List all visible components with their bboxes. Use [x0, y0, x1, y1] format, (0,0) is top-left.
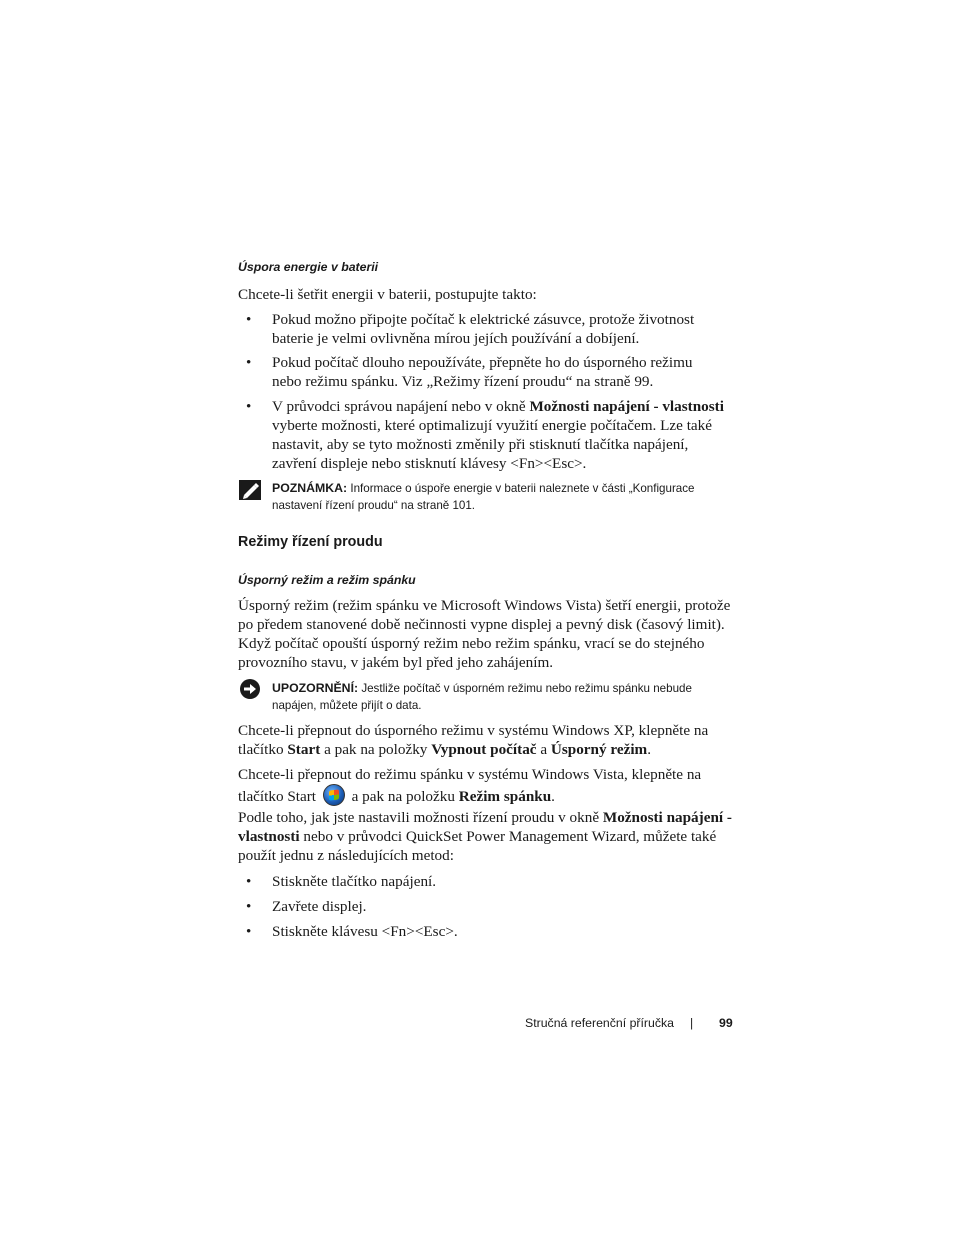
note-label: POZNÁMKA:	[272, 481, 348, 495]
battery-intro-paragraph: Chcete-li šetřit energii v baterii, postupujte takto:	[238, 286, 537, 303]
note-pencil-icon	[239, 480, 261, 500]
windows-vista-paragraph	[238, 765, 738, 806]
paragraph-line	[238, 784, 738, 806]
note-line	[272, 480, 742, 497]
list-item-line: zavření displeje nebo stisknutí klávesy <Fn><Esc>.	[272, 455, 587, 472]
power-options-ref: Možnosti napájení -	[602, 809, 732, 826]
standby-ref: Úsporný režim	[550, 741, 648, 758]
note-block	[272, 480, 742, 514]
paragraph-text: a pak na položky	[320, 741, 432, 758]
power-modes-heading: Režimy řízení proudu	[238, 534, 383, 550]
caution-text: Jestliže počítač v úsporném režimu nebo režimu spánku nebude	[358, 682, 692, 695]
paragraph-line	[238, 808, 738, 827]
sleep-ref: Režim spánku	[458, 788, 552, 805]
paragraph-text: Podle toho, jak jste nastavili možnosti řízení proudu v okně	[238, 809, 603, 826]
caution-block	[272, 680, 742, 714]
paragraph-text: .	[647, 741, 652, 758]
power-options-ref: Možnosti napájení - vlastnosti	[529, 398, 724, 415]
windows-start-icon	[323, 784, 345, 806]
bullet-dot: •	[246, 354, 252, 371]
standby-sleep-subheading: Úsporný režim a režim spánku	[238, 573, 416, 587]
list-item-line: vyberte možnosti, které optimalizují využití energie počítačem. Lze také	[272, 417, 712, 434]
caution-label: UPOZORNĚNÍ:	[272, 681, 359, 695]
list-item-line: Pokud počítač dlouho nepoužíváte, přepněte ho do úsporného režimu	[272, 354, 693, 371]
paragraph-text: a pak na položku	[347, 788, 459, 805]
paragraph-text: a	[536, 741, 551, 758]
list-item: Stiskněte tlačítko napájení.	[272, 873, 437, 890]
page-number: 99	[719, 1016, 733, 1030]
list-item-line: nastavit, aby se tyto možnosti změnily při stisknutí tlačítka napájení,	[272, 436, 689, 453]
footer-title: Stručná referenční příručka	[525, 1016, 674, 1030]
standby-description-paragraph	[238, 596, 738, 672]
paragraph-line: provozního stavu, v jakém byl před jeho zahájením.	[238, 654, 554, 671]
list-item-line	[272, 397, 742, 416]
start-ref: Start	[287, 741, 321, 758]
list-item: Stiskněte klávesu <Fn><Esc>.	[272, 923, 458, 940]
bullet-dot: •	[246, 311, 252, 328]
list-item-line: Pokud možno připojte počítač k elektrické zásuvce, protože životnost	[272, 311, 695, 328]
bullet-dot: •	[246, 873, 252, 890]
bullet-dot: •	[246, 923, 252, 940]
list-item-line: baterie je velmi ovlivněna mírou jejích používání a dobíjení.	[272, 330, 640, 347]
battery-saving-heading: Úspora energie v baterii	[238, 260, 379, 274]
power-options-paragraph	[238, 808, 738, 865]
paragraph-line: Chcete-li přepnout do úsporného režimu v systému Windows XP, klepněte na	[238, 722, 709, 739]
caution-line: napájen, můžete přijít o data.	[272, 699, 422, 712]
windows-xp-paragraph	[238, 721, 738, 759]
bullet-dot: •	[246, 898, 252, 915]
list-item	[272, 397, 742, 473]
note-line: nastavení řízení proudu“ na straně 101.	[272, 499, 476, 512]
footer-separator: |	[690, 1016, 694, 1030]
caution-arrow-icon	[240, 679, 260, 699]
paragraph-text: nebo v průvodci QuickSet Power Management Wizard, můžete také	[299, 828, 717, 845]
paragraph-line	[238, 740, 738, 759]
caution-line	[272, 680, 742, 697]
list-item	[272, 353, 742, 391]
power-options-ref: vlastnosti	[238, 828, 300, 845]
shutdown-ref: Vypnout počítač	[431, 741, 537, 758]
paragraph-text: .	[551, 788, 555, 805]
list-item-line: nebo režimu spánku. Viz „Režimy řízení proudu“ na straně 99.	[272, 373, 654, 390]
paragraph-line: Chcete-li přepnout do režimu spánku v systému Windows Vista, klepněte na	[238, 766, 702, 783]
list-item	[272, 310, 742, 348]
list-item: Zavřete displej.	[272, 898, 367, 915]
paragraph-line: Když počítač opouští úsporný režim nebo režim spánku, vrací se do stejného	[238, 635, 705, 652]
bullet-dot: •	[246, 398, 252, 415]
paragraph-text: tlačítko Start	[238, 788, 320, 805]
paragraph-line	[238, 827, 738, 846]
paragraph-text: tlačítko	[238, 741, 288, 758]
note-text: Informace o úspoře energie v baterii naleznete v části „Konfigurace	[347, 482, 695, 495]
paragraph-line: použít jednu z následujících metod:	[238, 847, 454, 864]
paragraph-line: Úsporný režim (režim spánku ve Microsoft Windows Vista) šetří energii, protože	[238, 597, 731, 614]
list-item-text: V průvodci správou napájení nebo v okně	[272, 398, 530, 415]
paragraph-line: po předem stanovené době nečinnosti vypne displej a pevný disk (časový limit).	[238, 616, 725, 633]
